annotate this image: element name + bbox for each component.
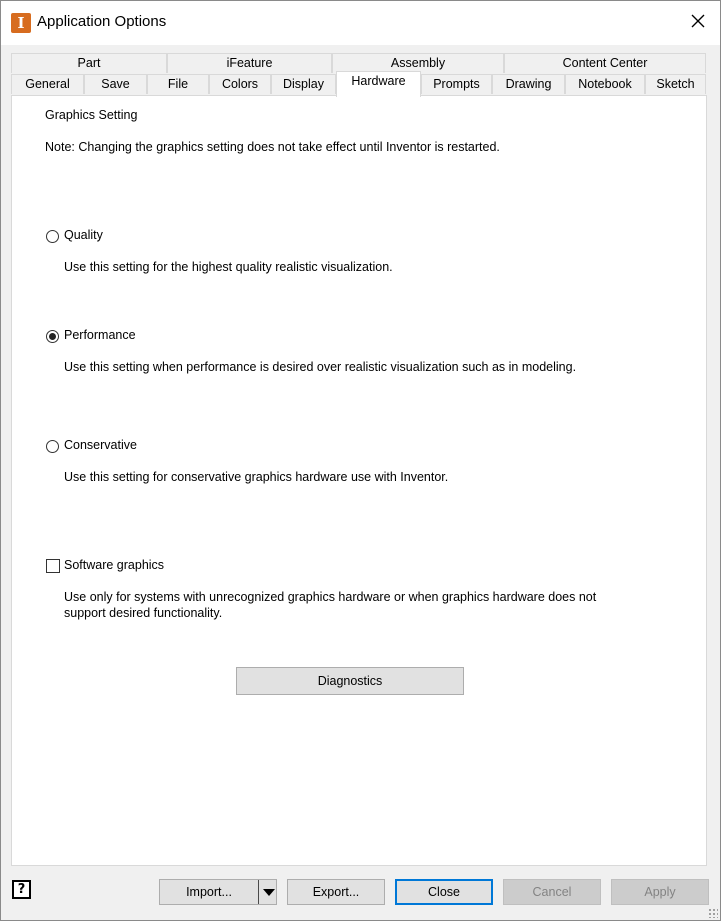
title-bar bbox=[1, 1, 720, 45]
apply-button[interactable]: Apply bbox=[611, 879, 709, 905]
software-graphics-description-line2: support desired functionality. bbox=[64, 606, 223, 620]
tab-general[interactable]: General bbox=[11, 74, 84, 94]
quality-description: Use this setting for the highest quality realistic visualization. bbox=[64, 260, 393, 274]
import-split-divider bbox=[258, 880, 259, 904]
performance-radio[interactable] bbox=[46, 330, 59, 343]
quality-label[interactable]: Quality bbox=[64, 228, 103, 242]
import-button-label: Import... bbox=[186, 885, 232, 899]
window-title: Application Options bbox=[37, 13, 167, 30]
tab-notebook[interactable]: Notebook bbox=[565, 74, 645, 94]
tab-colors[interactable]: Colors bbox=[209, 74, 271, 94]
import-button[interactable] bbox=[159, 879, 277, 905]
tab-content-center[interactable]: Content Center bbox=[504, 53, 706, 73]
resize-grip-icon[interactable] bbox=[708, 908, 718, 918]
conservative-label[interactable]: Conservative bbox=[64, 438, 137, 452]
tab-sketch[interactable]: Sketch bbox=[645, 74, 706, 94]
quality-radio[interactable] bbox=[46, 230, 59, 243]
software-graphics-checkbox[interactable] bbox=[46, 559, 60, 573]
tab-drawing[interactable]: Drawing bbox=[492, 74, 565, 94]
tab-hardware[interactable]: Hardware bbox=[336, 71, 421, 97]
tab-assembly[interactable]: Assembly bbox=[332, 53, 504, 73]
close-button[interactable]: Close bbox=[395, 879, 493, 905]
cancel-button[interactable]: Cancel bbox=[503, 879, 601, 905]
inventor-app-icon: I bbox=[11, 13, 31, 33]
restart-note: Note: Changing the graphics setting does not take effect until Inventor is restarted. bbox=[45, 140, 500, 154]
tab-prompts[interactable]: Prompts bbox=[421, 74, 492, 94]
hardware-panel bbox=[11, 95, 707, 866]
close-icon[interactable] bbox=[690, 13, 706, 29]
tab-part[interactable]: Part bbox=[11, 53, 167, 73]
tab-save[interactable]: Save bbox=[84, 74, 147, 94]
software-graphics-label[interactable]: Software graphics bbox=[64, 558, 165, 572]
help-icon[interactable]: ? bbox=[12, 880, 31, 899]
conservative-radio[interactable] bbox=[46, 440, 59, 453]
software-graphics-description-line1: Use only for systems with unrecognized graphics hardware or when graphics hardware does not bbox=[64, 590, 597, 604]
tab-display[interactable]: Display bbox=[271, 74, 336, 94]
performance-label[interactable]: Performance bbox=[64, 328, 136, 342]
graphics-setting-heading: Graphics Setting bbox=[45, 108, 138, 122]
dropdown-arrow-icon[interactable] bbox=[263, 889, 275, 896]
performance-description: Use this setting when performance is desired over realistic visualization such as in modeling. bbox=[64, 360, 577, 374]
tab-file[interactable]: File bbox=[147, 74, 209, 94]
diagnostics-button[interactable]: Diagnostics bbox=[236, 667, 464, 695]
export-button[interactable]: Export... bbox=[287, 879, 385, 905]
conservative-description: Use this setting for conservative graphics hardware use with Inventor. bbox=[64, 470, 449, 484]
tab-ifeature[interactable]: iFeature bbox=[167, 53, 332, 73]
